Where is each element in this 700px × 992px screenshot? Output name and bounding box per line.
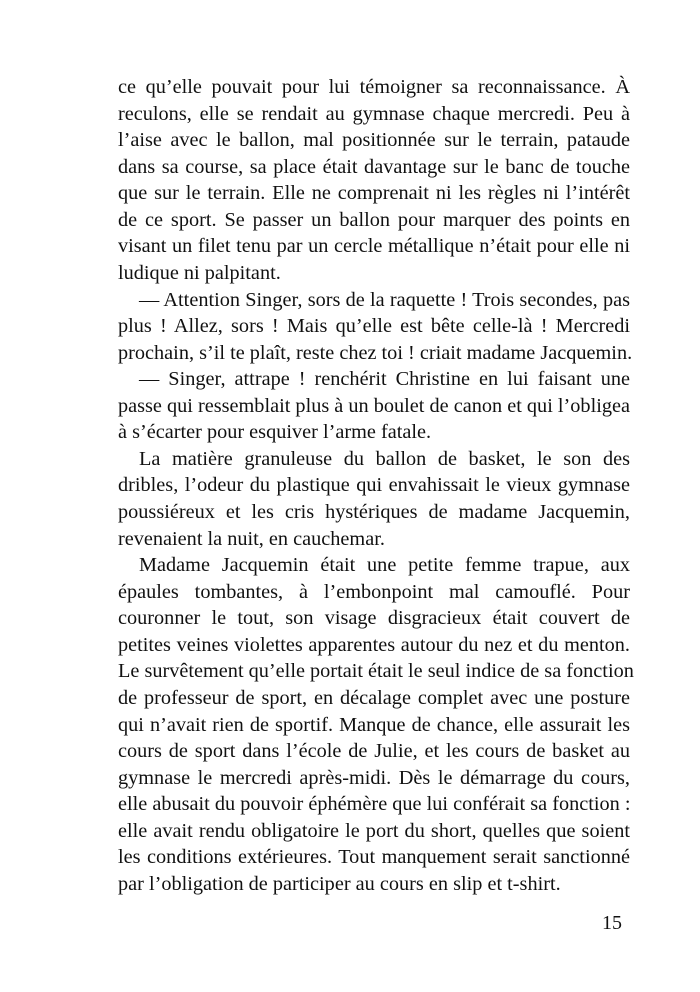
text-line: elle avait rendu obligatoire le port du short, quelles que soient <box>118 819 630 842</box>
text-line: couronner le tout, son visage disgracieux était couvert de <box>118 607 630 630</box>
text-line: dribles, l’odeur du plastique qui envahissait le vieux gymnase <box>118 474 630 497</box>
text-line: prochain, s’il te plaît, reste chez toi ! criait madame Jacquemin. <box>118 341 633 364</box>
text-line: de professeur de sport, en décalage complet avec une posture <box>118 686 630 709</box>
text-line: visant un filet tenu par un cercle métallique n’était pour elle ni <box>118 235 630 258</box>
text-line: ce qu’elle pouvait pour lui témoigner sa reconnaissance. À <box>118 76 630 98</box>
text-line: Le survêtement qu’elle portait était le seul indice de sa fonction <box>118 660 634 683</box>
text-line: épaules tombantes, à l’embonpoint mal camouflé. Pour <box>118 580 630 603</box>
text-line: petites veines violettes apparentes autour du nez et du menton. <box>118 633 630 656</box>
text-line: gymnase le mercredi après-midi. Dès le démarrage du cours, <box>118 766 630 789</box>
text-line: reculons, elle se rendait au gymnase chaque mercredi. Peu à <box>118 102 630 125</box>
text-line: passe qui ressemblait plus à un boulet de canon et qui l’obligea <box>118 394 630 417</box>
page-number: 15 <box>602 912 622 934</box>
text-line: revenaient la nuit, en cauchemar. <box>118 527 385 550</box>
text-line: cours de sport dans l’école de Julie, et les cours de basket au <box>118 740 630 763</box>
text-line: à s’écarter pour esquiver l’arme fatale. <box>118 421 432 444</box>
body-text <box>118 74 634 897</box>
text-line: elle abusait du pouvoir éphémère que lui conférait sa fonction : <box>118 793 631 816</box>
text-line: que sur le terrain. Elle ne comprenait ni les règles ni l’intérêt <box>118 182 630 205</box>
text-line: de ce sport. Se passer un ballon pour marquer des points en <box>118 208 630 231</box>
text-line: poussiéreux et les cris hystériques de madame Jacquemin, <box>118 501 630 523</box>
text-line: La matière granuleuse du ballon de basket, le son des <box>139 447 630 470</box>
text-line: qui n’avait rien de sportif. Manque de chance, elle assurait les <box>118 713 630 736</box>
text-line: plus ! Allez, sors ! Mais qu’elle est bête celle-là ! Mercredi <box>118 315 630 338</box>
text-line: Madame Jacquemin était une petite femme trapue, aux <box>139 554 630 577</box>
text-line: ludique ni palpitant. <box>118 261 281 284</box>
text-line: — Attention Singer, sors de la raquette ! Trois secondes, pas <box>139 288 630 311</box>
text-line: l’aise avec le ballon, mal positionnée sur le terrain, pataude <box>118 129 630 152</box>
text-line: dans sa course, sa place était davantage sur le banc de touche <box>118 155 630 178</box>
text-line: les conditions extérieures. Tout manquement serait sanctionné <box>118 846 630 869</box>
text-line: — Singer, attrape ! renchérit Christine en lui faisant une <box>139 368 630 391</box>
text-line: par l’obligation de participer au cours en slip et t-shirt. <box>118 872 561 895</box>
